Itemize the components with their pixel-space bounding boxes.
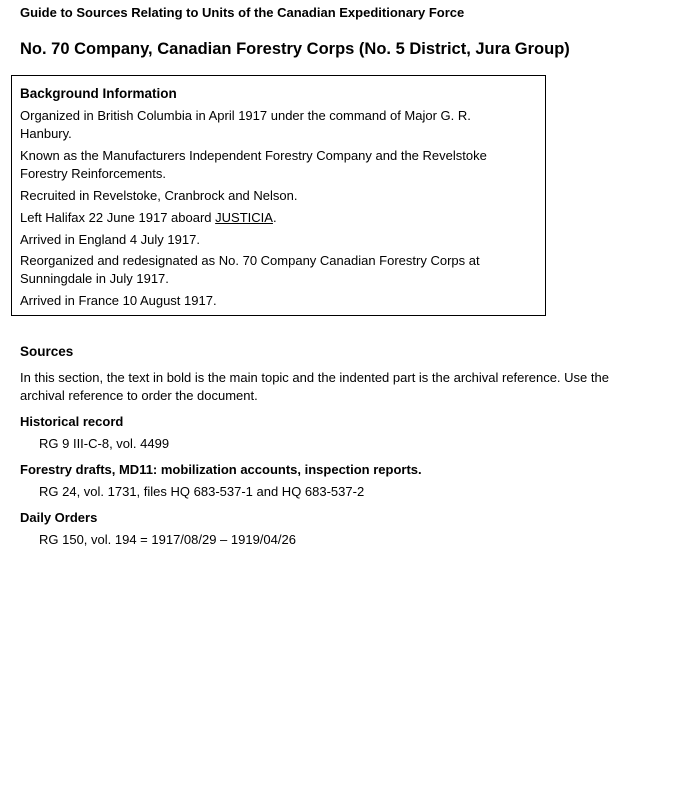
sources-intro: In this section, the text in bold is the main topic and the indented part is the archival reference. Use the archival reference to order the document. <box>20 370 609 403</box>
sources-heading: Sources <box>20 344 74 359</box>
departure-suffix: . <box>272 210 277 225</box>
background-item-organized: Organized in British Columbia in April 1917 under the command of Major G. R. Hanbury. <box>20 108 471 141</box>
source-reference: RG 24, vol. 1731, files HQ 683-537-1 and HQ 683-537-2 <box>39 484 365 499</box>
background-item-recruited: Recruited in Revelstoke, Cranbrock and Nelson. <box>20 188 298 203</box>
source-topic: Daily Orders <box>20 510 98 525</box>
background-item-reorganized: Reorganized and redesignated as No. 70 Company Canadian Forestry Corps at Sunningdale in July 1917. <box>20 253 480 286</box>
background-heading: Background Information <box>20 86 177 101</box>
source-reference: RG 9 III-C-8, vol. 4499 <box>39 436 170 451</box>
background-item-arrived-france: Arrived in France 10 August 1917. <box>20 293 217 308</box>
background-item-arrived-england: Arrived in England 4 July 1917. <box>20 232 200 247</box>
source-topic: Forestry drafts, MD11: mobilization accounts, inspection reports. <box>20 462 422 477</box>
guide-title: Guide to Sources Relating to Units of the Canadian Expeditionary Force <box>20 5 465 20</box>
background-item-departure <box>20 209 520 227</box>
source-topic: Historical record <box>20 414 124 429</box>
unit-title: No. 70 Company, Canadian Forestry Corps (No. 5 District, Jura Group) <box>20 40 570 58</box>
background-item-known-as: Known as the Manufacturers Independent Forestry Company and the Revelstoke Forestry Reinforcements. <box>20 148 487 181</box>
source-reference: RG 150, vol. 194 = 1917/08/29 – 1919/04/26 <box>39 532 296 547</box>
background-information-box <box>11 75 546 316</box>
ship-name: JUSTICIA <box>215 210 273 225</box>
departure-prefix: Left Halifax 22 June 1917 aboard <box>20 210 216 225</box>
